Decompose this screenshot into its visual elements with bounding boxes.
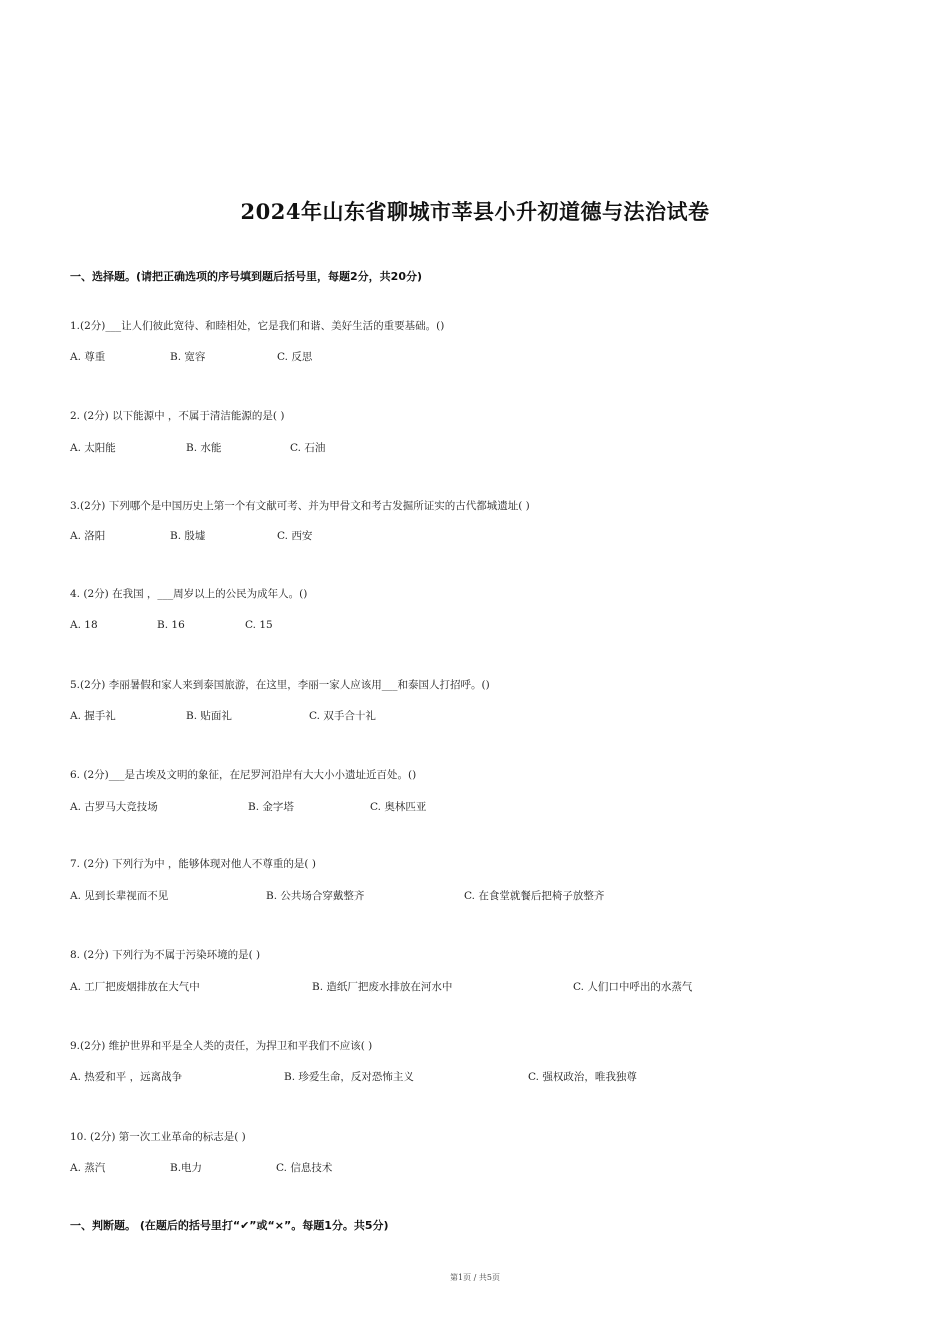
question-7-options [70,888,890,904]
option-c: C. 反思 [277,351,313,363]
question-3-options [70,528,890,544]
option-b: B. 珍爱生命，反对恐怖主义 [284,1071,414,1083]
question-8: 8. (2分) 下列行为不属于污染环境的是( ) [70,949,261,961]
question-1: 1.(2分)___让人们彼此宽待、和睦相处，它是我们和谐、美好生活的重要基础。() [70,320,445,332]
question-2-options [70,440,890,456]
option-a: A. 18 [70,619,98,631]
option-b: B. 金字塔 [248,801,294,813]
question-4-options [70,619,890,635]
option-b: B. 殷墟 [170,530,206,542]
option-c: C. 在食堂就餐后把椅子放整齐 [464,890,605,902]
question-5: 5.(2分) 李丽暑假和家人来到泰国旅游，在这里，李丽一家人应该用___和泰国人打招呼。() [70,679,490,691]
option-a: A. 尊重 [70,351,106,363]
option-a: A. 热爱和平 ，远离战争 [70,1071,183,1083]
option-c: C. 人们口中呼出的水蒸气 [573,981,693,993]
question-10: 10. (2分) 第一次工业革命的标志是( ) [70,1131,246,1143]
page-title: 2024年山东省聊城市莘县小升初道德与法治试卷 [240,199,710,224]
question-6: 6. (2分)___是古埃及文明的象征，在尼罗河沿岸有大大小小遗址近百处。() [70,769,417,781]
option-b: B. 公共场合穿戴整齐 [266,890,365,902]
section-heading-judgement: 一、判断题。 (在题后的括号里打“✔”或“×”。每题1分。共5分) [70,1219,389,1232]
option-b: B. 宽容 [170,351,206,363]
option-a: A. 工厂把废烟排放在大气中 [70,981,200,993]
option-a: A. 洛阳 [70,530,106,542]
question-8-options [70,979,890,995]
page-footer: 第1页 / 共5页 [450,1273,500,1282]
option-b: B. 16 [157,619,185,631]
question-3: 3.(2分) 下列哪个是中国历史上第一个有文献可考、并为甲骨文和考古发掘所证实的古代都城遗址( ) [70,500,530,512]
option-b: B. 造纸厂把废水排放在河水中 [312,981,453,993]
option-a: A. 太阳能 [70,442,116,454]
option-c: C. 信息技术 [276,1162,333,1174]
question-5-options [70,708,890,724]
question-1-options [70,349,890,365]
section-heading-choice: 一、选择题。(请把正确选项的序号填到题后括号里，每题2分，共20分) [70,270,423,283]
question-4: 4. (2分) 在我国 ，___周岁以上的公民为成年人。() [70,588,308,600]
option-a: A. 古罗马大竞技场 [70,801,158,813]
option-c: C. 15 [245,619,273,631]
option-a: A. 见到长辈视而不见 [70,890,169,902]
question-9-options [70,1069,890,1085]
option-b: B. 水能 [186,442,222,454]
option-b: B.电力 [170,1162,203,1174]
option-b: B. 贴面礼 [186,710,232,722]
option-c: C. 强权政治，唯我独尊 [528,1071,637,1083]
question-6-options [70,799,890,815]
option-c: C. 奥林匹亚 [370,801,427,813]
option-a: A. 握手礼 [70,710,116,722]
question-2: 2. (2分) 以下能源中 ，不属于清洁能源的是( ) [70,410,285,422]
option-c: C. 石油 [290,442,326,454]
question-10-options [70,1160,890,1176]
option-c: C. 双手合十礼 [309,710,376,722]
question-9: 9.(2分) 维护世界和平是全人类的责任，为捍卫和平我们不应该( ) [70,1040,373,1052]
option-a: A. 蒸汽 [70,1162,106,1174]
question-7: 7. (2分) 下列行为中 ，能够体现对他人不尊重的是( ) [70,858,316,870]
option-c: C. 西安 [277,530,313,542]
